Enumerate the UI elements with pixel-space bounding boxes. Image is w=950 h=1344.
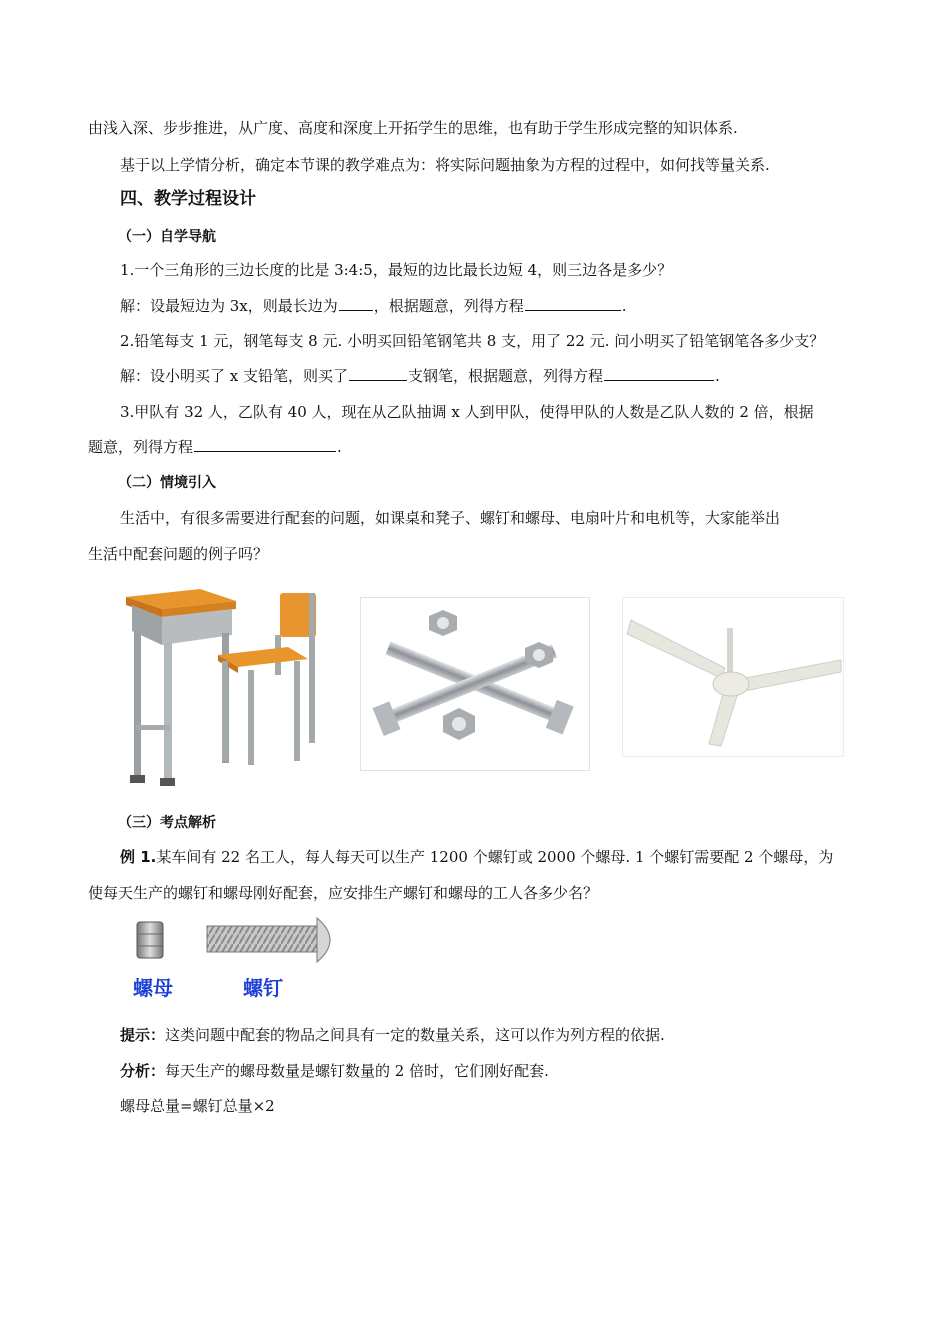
ceiling-fan-image [622,597,844,757]
answer-2-end: . [715,367,720,385]
ceiling-fan-icon [623,598,843,756]
bolts-nuts-icon [361,598,589,770]
answer-2-part-a: 解：设小明买了 x 支铅笔，则买了 [120,367,348,385]
analysis-line [120,1061,549,1081]
question-3-end: . [337,438,342,456]
question-3-part-b: 题意，列得方程 [88,438,194,456]
example-1-line-1 [120,847,833,867]
formula-line: 螺母总量=螺钉总量×2 [120,1097,275,1115]
blank-equation-2 [604,366,714,381]
blank-pen-count [349,366,407,381]
paragraph-difficulty: 基于以上学情分析，确定本节课的教学难点为：将实际问题抽象为方程的过程中，如何找等量关系. [120,156,770,174]
analysis-text: 每天生产的螺母数量是螺钉数量的 2 倍时，它们刚好配套. [165,1062,549,1080]
nut-bolt-icon [125,914,345,964]
nut-bolt-illustration [125,914,345,1004]
question-2: 2.铅笔每支 1 元，钢笔每支 8 元. 小明买回铅笔钢笔共 8 支，用了 22 元. 问小明买了铅笔钢笔各多少支？ [120,332,825,350]
example-1-line-2: 使每天生产的螺钉和螺母刚好配套，应安排生产螺钉和螺母的工人各多少名？ [88,884,599,902]
question-3-line-2 [88,437,342,457]
answer-1-end: . [621,297,627,315]
question-1: 1.一个三角形的三边长度的比是 3:4:5，最短的边比最长边短 4，则三边各是多少？ [120,261,673,279]
blank-longest-side [339,296,373,311]
example-1-text: 某车间有 22 名工人，每人每天可以生产 1200 个螺钉或 2000 个螺母. 1 个螺钉需要配 2 个螺母，为 [156,848,834,866]
section-heading-4: 四、教学过程设计 [120,189,256,209]
blank-equation-1 [525,296,621,311]
analysis-label: 分析： [120,1062,166,1080]
example-1-label: 例 1. [120,848,157,866]
scenario-text-2: 生活中配套问题的例子吗？ [88,545,269,563]
answer-1 [120,296,627,316]
bolts-nuts-image [360,597,590,771]
desk-chair-icon [118,575,328,790]
answer-1-part-a: 解：设最短边为 3x，则最长边为 [120,297,338,315]
subheading-scenario: （二）情境引入 [118,475,216,491]
answer-1-part-b: ，根据题意，列得方程 [373,297,524,315]
label-bolt: 螺钉 [243,976,283,1000]
hint-line [120,1025,665,1045]
hint-text: 这类问题中配套的物品之间具有一定的数量关系，这可以作为列方程的依据. [165,1026,665,1044]
label-nut: 螺母 [133,976,173,1000]
answer-2-part-b: 支钢笔，根据题意，列得方程 [408,367,604,385]
scenario-text-1: 生活中，有很多需要进行配套的问题，如课桌和凳子、螺钉和螺母、电扇叶片和电机等，大家能举出 [120,509,781,527]
hint-label: 提示： [120,1026,166,1044]
blank-equation-3 [194,437,336,452]
subheading-self-study: （一）自学导航 [118,229,216,245]
question-3-line-1: 3.甲队有 32 人，乙队有 40 人，现在从乙队抽调 x 人到甲队，使得甲队的人数是乙队人数的 2 倍，根据 [120,403,814,421]
subheading-analysis: （三）考点解析 [118,815,216,831]
desk-chair-image [118,575,328,790]
paragraph-intro-continued: 由浅入深、步步推进，从广度、高度和深度上开拓学生的思维，也有助于学生形成完整的知识体系. [88,119,738,137]
answer-2 [120,366,720,386]
